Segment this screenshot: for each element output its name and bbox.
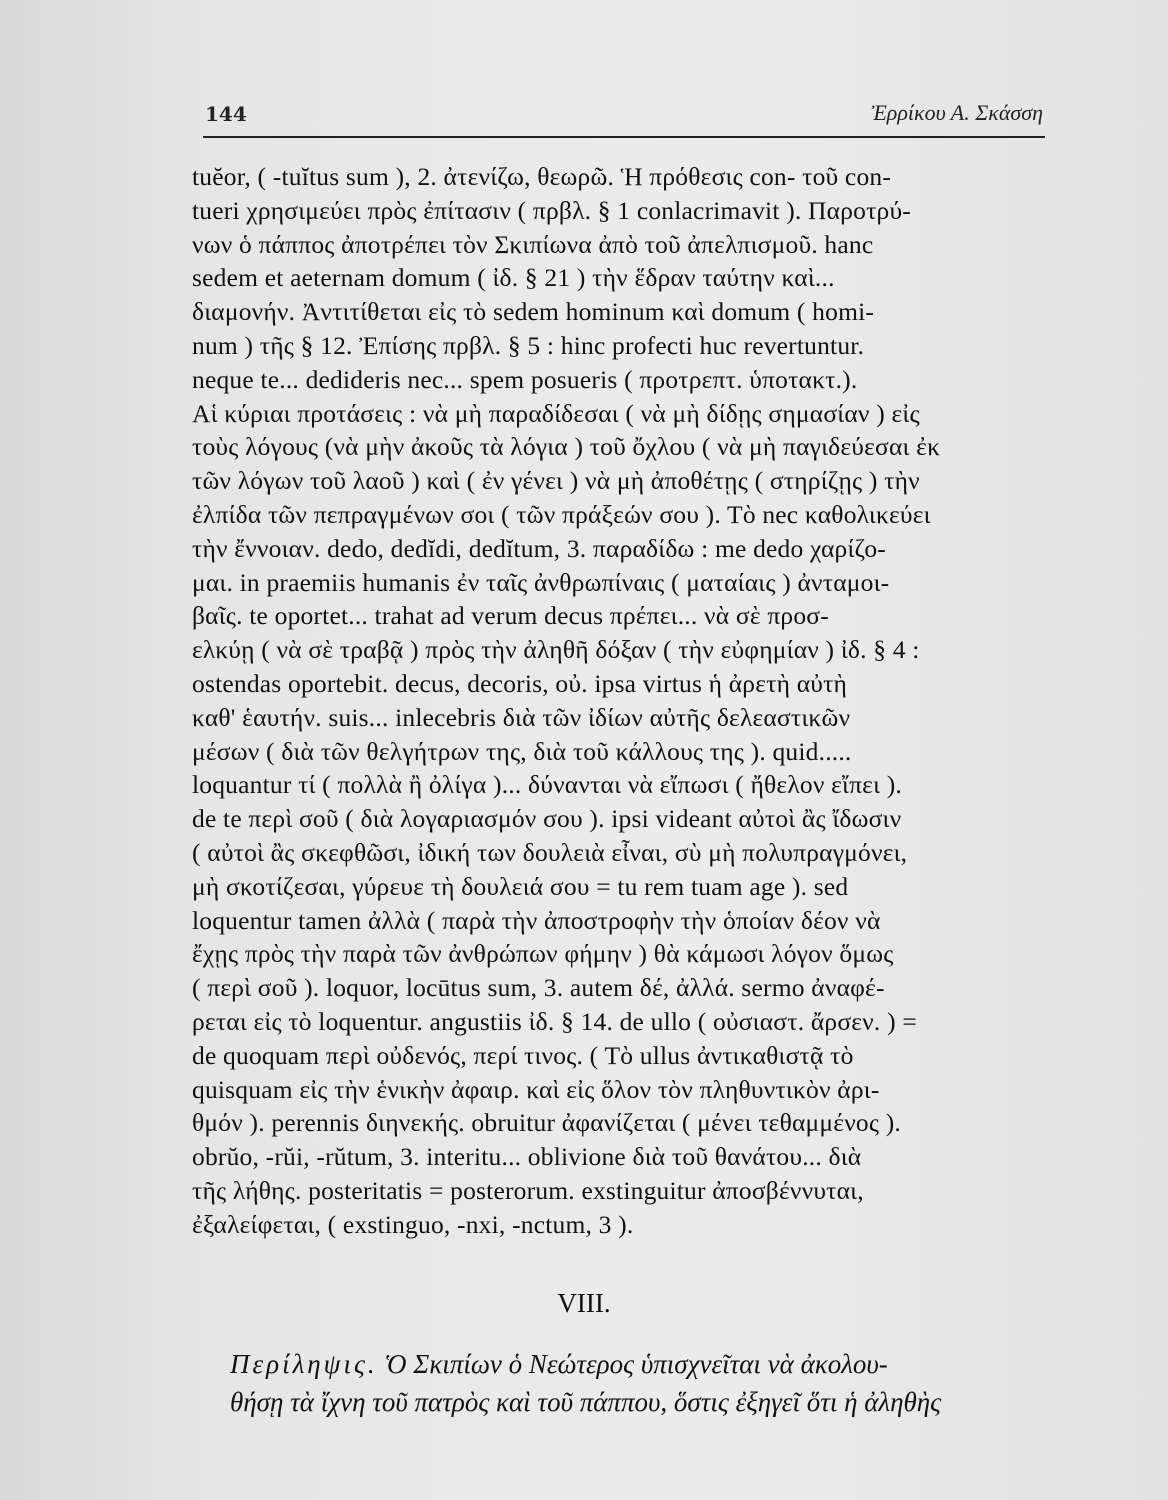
text-line: ἐξαλείφεται, ( exstinguo, -nxi, -nctum, 3 ). — [192, 1209, 634, 1239]
text-line: θμόν ). perennis διηνεκής. obruitur ἀφανίζεται ( μένει τεθαμμένος ). — [192, 1108, 902, 1138]
page-header — [203, 96, 1045, 138]
summary-line — [230, 1345, 1050, 1383]
text-line: μαι. in praemiis humanis ἐν ταῖς ἀνθρωπίναις ( ματαίαις ) ἀνταμοι- — [192, 567, 890, 597]
text-line: ( αὐτοὶ ἂς σκεφθῶσι, ἰδική των δουλειὰ εἶναι, σὺ μὴ πολυπραγμόνει, — [192, 837, 908, 867]
text-line: ἔχῃς πρὸς τὴν παρὰ τῶν ἀνθρώπων φήμην ) θὰ κάμωσι λόγον ὅμως — [192, 939, 894, 969]
text-line: quisquam εἰς τὴν ἑνικὴν ἀφαιρ. καὶ εἰς ὅλον τὸν πληθυντικὸν ἀρι- — [192, 1074, 880, 1104]
text-line: βαῖς. te oportet... trahat ad verum decus πρέπει... νὰ σὲ προσ- — [192, 601, 829, 631]
summary-label: Περίληψις. — [230, 1349, 378, 1379]
text-line: ( περὶ σοῦ ). loquor, locūtus sum, 3. autem δέ, ἀλλά. sermo ἀναφέ- — [192, 973, 885, 1003]
text-line: τῆς λήθης. posteritatis = posterorum. exstinguitur ἀποσβέννυται, — [192, 1175, 864, 1205]
text-line: ostendas oportebit. decus, decoris, οὐ. ipsa virtus ἡ ἀρετὴ αὐτὴ — [192, 668, 848, 698]
text-line: de te περὶ σοῦ ( διὰ λογαριασμόν σου ). ipsi videant αὐτοὶ ἂς ἴδωσιν — [192, 804, 902, 834]
text-line: ἐλπίδα τῶν πεπραγμένων σοι ( τῶν πράξεών σου ). Τὸ nec καθολικεύει — [192, 499, 931, 529]
text-line: de quoquam περὶ οὐδενός, περί τινος. ( Τὸ ullus ἀντικαθιστᾷ τὸ — [192, 1040, 854, 1070]
text-line: obrŭo, -rŭi, -rŭtum, 3. interitu... oblivione διὰ τοῦ θανάτου... διὰ — [192, 1142, 862, 1172]
text-line: ρεται εἰς τὸ loquentur. angustiis ἰδ. § 14. de ullo ( οὐσιαστ. ἄρσεν. ) = — [192, 1006, 917, 1036]
commentary-text — [192, 160, 1044, 1242]
summary-text: Ὁ Σκιπίων ὁ Νεώτερος ὑπισχνεῖται νὰ ἀκολου- — [384, 1349, 888, 1379]
text-line: μὴ σκοτίζεσαι, γύρευε τὴ δουλειά σου = tu rem tuam age ). sed — [192, 871, 849, 901]
text-line: Αἱ κύριαι προτάσεις : νὰ μὴ παραδίδεσαι ( νὰ μὴ δίδῃς σημασίαν ) εἰς — [192, 398, 920, 428]
text-line: τῶν λόγων τοῦ λαοῦ ) καὶ ( ἐν γένει ) νὰ μὴ ἀποθέτῃς ( στηρίζῃς ) τὴν — [192, 466, 920, 496]
text-line: loquantur τί ( πολλὰ ἢ ὀλίγα )... δύνανται νὰ εἴπωσι ( ἤθελον εἴπει ). — [192, 770, 902, 800]
text-line: num ) τῆς § 12. Ἐπίσης πρβλ. § 5 : hinc profecti huc revertuntur. — [192, 330, 865, 360]
text-line: neque te... dedideris nec... spem posueris ( προτρεπτ. ὑποτακτ.). — [192, 364, 858, 394]
page-number: 144 — [205, 102, 247, 126]
text-line: sedem et aeternam domum ( ἰδ. § 21 ) τὴν ἕδραν ταύτην καὶ... — [192, 263, 835, 293]
section-summary — [230, 1345, 1050, 1421]
text-line: καθ' ἑαυτήν. suis... inlecebris διὰ τῶν ἰδίων αὐτῆς δελεαστικῶν — [192, 702, 851, 732]
running-head: Ἐρρίκου Α. Σκάσση — [871, 100, 1043, 125]
text-line: διαμονήν. Ἀντιτίθεται εἰς τὸ sedem hominum καὶ domum ( homi- — [192, 297, 875, 327]
text-line: τοὺς λόγους (νὰ μὴν ἀκοῦς τὰ λόγια ) τοῦ ὄχλου ( νὰ μὴ παγιδεύεσαι ἐκ — [192, 432, 941, 462]
text-line: τὴν ἔννοιαν. dedo, dedĭdi, dedĭtum, 3. παραδίδω : me dedo χαρίζο- — [192, 533, 886, 563]
text-line: νων ὁ πάππος ἀποτρέπει τὸν Σκιπίωνα ἀπὸ τοῦ ἀπελπισμοῦ. hanc — [192, 229, 874, 259]
text-line: tueri χρησιμεύει πρὸς ἐπίτασιν ( πρβλ. § 1 conlacrimavit ). Παροτρύ- — [192, 195, 911, 225]
text-line: loquentur tamen ἀλλὰ ( παρὰ τὴν ἀποστροφὴν τὴν ὁποίαν δέον νὰ — [192, 905, 881, 935]
text-line: tuĕor, ( -tuĭtus sum ), 2. ἀτενίζω, θεωρῶ. Ἡ πρόθεσις con- τοῦ con- — [192, 162, 892, 191]
summary-line: θήσῃ τὰ ἴχνη τοῦ πατρὸς καὶ τοῦ πάππου, ὅστις ἐξηγεῖ ὅτι ἡ ἀληθὴς — [230, 1387, 942, 1417]
section-heading: VIII. — [557, 1288, 611, 1318]
text-line: ελκύῃ ( νὰ σὲ τραβᾷ ) πρὸς τὴν ἀληθῆ δόξαν ( τὴν εὐφημίαν ) ἰδ. § 4 : — [192, 635, 920, 665]
text-line: μέσων ( διὰ τῶν θελγήτρων της, διὰ τοῦ κάλλους της ). quid..... — [192, 736, 852, 766]
